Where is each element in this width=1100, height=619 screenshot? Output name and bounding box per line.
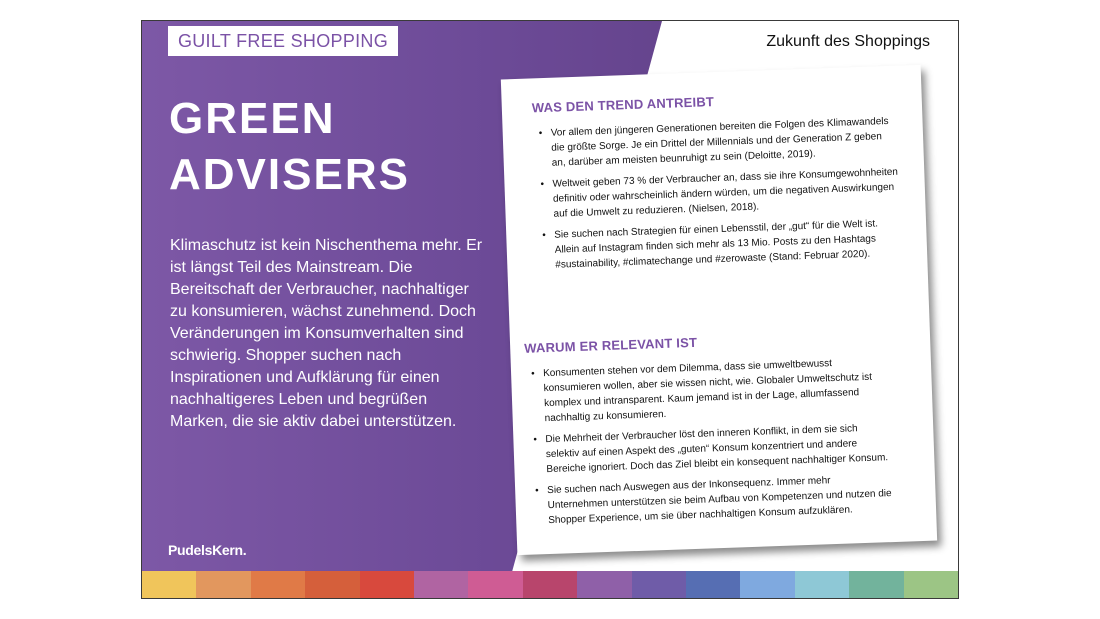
stripe-segment xyxy=(795,571,849,598)
color-stripe xyxy=(142,571,958,598)
stripe-segment xyxy=(849,571,903,598)
bullet-text: Konsumenten stehen vor dem Dilemma, dass sie umweltbewusst konsumieren wollen, aber sie wissen nicht, wie. Globaler Umweltschutz ist komplex und intransparent. Kaum jemand ist in der Lage, allumfassend nachhaltig zu konsumieren. xyxy=(542,358,873,425)
info-card xyxy=(501,65,937,555)
stripe-segment xyxy=(305,571,359,598)
category-tag: GUILT FREE SHOPPING xyxy=(168,26,398,56)
list-item xyxy=(536,114,897,172)
stripe-segment xyxy=(904,571,958,598)
bullet-text: Sie suchen nach Strategien für einen Lebensstil, der „gut“ für die Welt ist. Allein auf Instagram finden sich mehr als 13 Mio. Posts zu den Hashtags #sustainability, #climatechange und #zerowaste (Stand: Februar 2020). xyxy=(554,218,879,271)
stripe-segment xyxy=(523,571,577,598)
bullet-text: Die Mehrheit der Verbraucher löst den inneren Konflikt, in dem sie sich selektiv auf einen Aspekt des „guten“ Konsum konzentriert und andere Bereiche ignoriert. Doch das Ziel bleibt ein konsequent nachhaltiger Konsum. xyxy=(545,423,889,476)
page-title xyxy=(169,91,410,203)
bullet-text: Vor allem den jüngeren Generationen bereiten die Folgen des Klimawandels die größte Sorge. Je ein Drittel der Millennials und der Generation Z geben an, darüber am meisten beunruhigt zu sein (Deloitte, 2019). xyxy=(550,115,889,169)
stripe-segment xyxy=(142,571,196,598)
stripe-segment xyxy=(196,571,250,598)
relevance-list xyxy=(529,354,895,534)
section-heading-relevance: WARUM ER RELEVANT IST xyxy=(523,334,698,356)
brand-logo: PudelsKern. xyxy=(168,542,247,558)
bullet-text: Weltweit geben 73 % der Verbraucher an, dass sie ihre Konsumgewohnheiten definitiv oder wahrscheinlich ändern würden, um die negativen Auswirkungen auf die Umwelt zu reduzieren. (Nielsen, 2018). xyxy=(552,166,899,220)
stripe-segment xyxy=(577,571,631,598)
list-item xyxy=(531,420,892,478)
stripe-segment xyxy=(251,571,305,598)
stripe-segment xyxy=(686,571,740,598)
intro-text: Klimaschutz ist kein Nischenthema mehr. Er ist längst Teil des Mainstream. Die Bereitschaft der Verbraucher, nachhaltiger zu konsumieren, wächst zunehmend. Doch Veränderungen im Konsumverhalten sind schwierig. Shopper suchen nach Inspirationen und Aufklärung für einen nachhaltigeres Leben und begrüßen Marken, die sie aktiv dabei unterstützen. xyxy=(170,237,483,430)
stripe-segment xyxy=(360,571,414,598)
stripe-segment xyxy=(740,571,794,598)
stripe-segment xyxy=(468,571,522,598)
title-line-2: ADVISERS xyxy=(169,150,410,199)
header-title: Zukunft des Shoppings xyxy=(766,33,930,50)
bullet-text: Sie suchen nach Auswegen aus der Inkonsequenz. Immer mehr Unternehmen unterstützen sie beim Aufbau von Kompetenzen und nutzen die Shopper Experience, um sie über nachhaltigen Konsum aufzuklären. xyxy=(547,475,892,527)
stripe-segment xyxy=(414,571,468,598)
section-heading-drivers: WAS DEN TREND ANTREIBT xyxy=(531,94,715,116)
list-item xyxy=(529,354,891,427)
title-line-1: GREEN xyxy=(169,94,336,143)
list-item xyxy=(538,165,899,223)
stripe-segment xyxy=(632,571,686,598)
list-item xyxy=(533,471,894,529)
slide xyxy=(141,20,959,599)
list-item xyxy=(540,216,901,274)
drivers-list xyxy=(536,114,901,279)
